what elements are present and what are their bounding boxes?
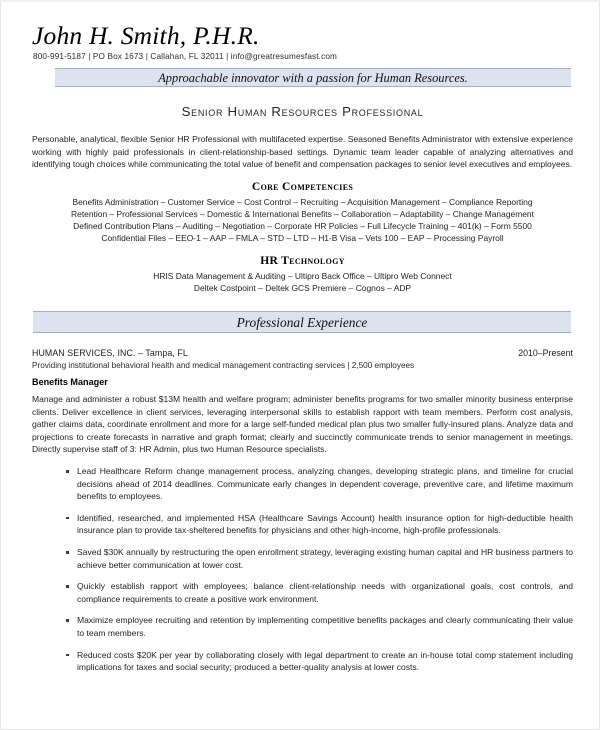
core-competencies-heading: Core Competencies [251, 179, 354, 193]
hr-technology-heading: HR Technology [260, 253, 345, 267]
contact-line: 800-991-5187 | PO Box 1673 | Callahan, FL 32011 | info@greatresumesfast.com [33, 52, 338, 62]
resume-content [1, 2, 599, 674]
job-dates: 2010–Present [518, 348, 573, 359]
job-header [32, 348, 573, 358]
tagline-banner: Approachable innovator with a passion for Human Resources. [55, 68, 571, 87]
section-spacer [32, 294, 573, 311]
list-item: Quickly establish rapport with employees; balance client-relationship needs with organizational goals, cost controls, and compliance requirements to create a positive work environment. [66, 580, 573, 605]
list-item: Identified, researched, and implemented HSA (Healthcare Savings Account) health insurance option for high-deductible health insurance plan to provide tax-sheltered benefits for physicians and other high-income, high-profile professionals. [66, 512, 573, 537]
core-competencies-line: Confidential Files – EEO-1 – AAP – FMLA – STD – LTD – H1-B Visa – Vets 100 – EAP – Processing Payroll [101, 233, 504, 244]
job-role-title: Benefits Manager [32, 377, 108, 388]
hr-technology-list [32, 270, 573, 294]
job-body-text: Manage and administer a robust $13M health and welfare program; administer benefits programs for two smaller minority business enterprise clients. Deliver excellence in client services, leveraging interpersonal skills to establish rapport with team members. Perform cost analysis, gather claims data, coordinate enrollment and more for a large self-funded medical plan plus two smaller fully-insured plans. Analyze data and projections to create forecasts in narrative and graph format; clearly and succinctly communicate trends to senior management in meetings. Directly supervise staff of 3: HR Admin, plus two Human Resource specialists. [32, 394, 573, 455]
target-job-title: Senior Human Resources Professional [181, 104, 424, 120]
list-item: Lead Healthcare Reform change management process, analyzing changes, developing strategic plans, and timeline for crucial decisions ahead of 2014 deadlines. Communicate early changes in dependent coverage, preventive care, and lifetime maximum benefits to employees. [66, 465, 573, 503]
job-company: HUMAN SERVICES, INC. – Tampa, FL [32, 348, 188, 359]
hr-technology-line: Deltek Costpoint – Deltek GCS Premiere – Cognos – ADP [193, 282, 412, 293]
candidate-name: John H. Smith, P.H.R. [32, 21, 260, 50]
job-achievements-list [32, 465, 573, 674]
list-item: Maximize employee recruiting and retention by implementing competitive benefits packages and clearly communicating their value to team members. [66, 614, 573, 639]
list-item: Reduced costs $20K per year by collaborating closely with legal department to create an in-house total comp statement including implications for taxes and social security; produced a better-quality analysis at lower costs. [66, 649, 573, 674]
core-competencies-line: Benefits Administration – Customer Service – Cost Control – Recruiting – Acquisition Management – Compliance Reporting [72, 196, 533, 207]
job-company-description: Providing institutional behavioral health and medical management contracting services | 2,500 employees [32, 361, 415, 371]
professional-summary: Personable, analytical, flexible Senior HR Professional with multifaceted expertise. Seasoned Benefits Administrator with extensive experience working with highly paid professionals in client-relationship-based settings. Dynamic team leader capable of analyzing alternatives and identifying tough choices while communicating the total value of benefit and compensation packages to senior level executives and employees. [32, 134, 573, 170]
core-competencies-list [32, 196, 573, 245]
core-competencies-line: Retention – Professional Services – Domestic & International Benefits – Collaboration – Adaptability – Change Management [71, 209, 534, 220]
list-item: Saved $30K annually by restructuring the open enrollment strategy, leveraging existing human capital and HR business partners to achieve better communication at lower cost. [66, 546, 573, 571]
experience-section-banner: Professional Experience [33, 311, 571, 333]
hr-technology-line: HRIS Data Management & Auditing – Ultipro Back Office – Ultipro Web Connect [153, 270, 452, 281]
core-competencies-line: Defined Contribution Plans – Auditing – Negotiation – Corporate HR Policies – Full Lifecycle Training – 401(k) – Form 5500 [73, 221, 532, 232]
